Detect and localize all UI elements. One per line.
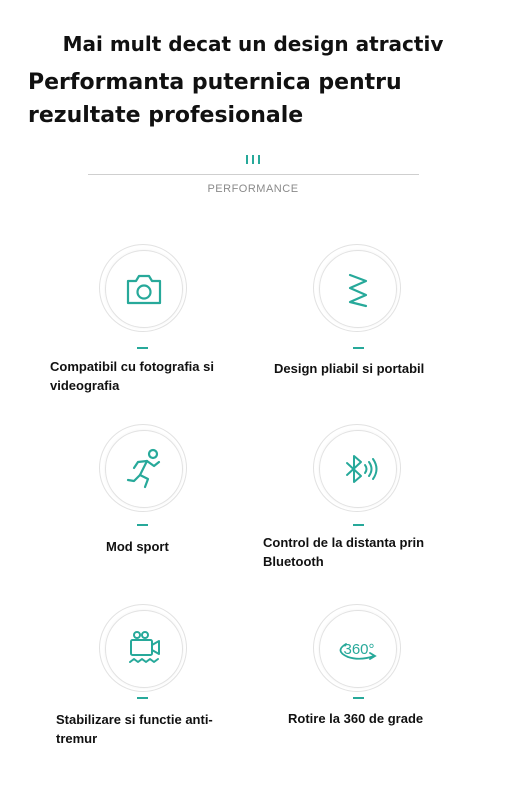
rotate-360-icon bbox=[320, 611, 396, 687]
camera-icon bbox=[106, 251, 182, 327]
feature-icon-circle-foldable bbox=[313, 244, 401, 332]
svg-text:360°: 360° bbox=[343, 641, 375, 658]
feature-label: Control de la distanta prin Bluetooth bbox=[263, 535, 425, 569]
running-person-icon bbox=[106, 431, 182, 507]
triple-bar-icon bbox=[246, 155, 262, 165]
divider bbox=[88, 174, 419, 175]
accent-dash bbox=[353, 347, 364, 349]
accent-dash bbox=[353, 524, 364, 526]
feature-label: Mod sport bbox=[106, 539, 169, 554]
feature-icon-circle-bluetooth bbox=[313, 424, 401, 512]
accent-dash bbox=[137, 347, 148, 349]
headline: Mai mult decat un design atractiv bbox=[62, 32, 444, 56]
feature-icon-circle-stabilization bbox=[99, 604, 187, 692]
video-stabilization-icon bbox=[106, 611, 182, 687]
subheadline: Performanta puternica pentru rezultate profesionale bbox=[28, 70, 402, 128]
feature-label: Compatibil cu fotografia si videografia bbox=[50, 359, 214, 393]
accent-dash bbox=[137, 697, 148, 699]
accent-dash bbox=[137, 524, 148, 526]
feature-icon-circle-camera bbox=[99, 244, 187, 332]
feature-label: Rotire la 360 de grade bbox=[288, 711, 424, 726]
feature-label: Stabilizare si functie anti-tremur bbox=[56, 712, 213, 746]
feature-icon-circle-360 bbox=[313, 604, 401, 692]
section-label: PERFORMANCE bbox=[207, 183, 299, 195]
feature-icon-circle-sport bbox=[99, 424, 187, 512]
bluetooth-icon bbox=[320, 431, 396, 507]
feature-label: Design pliabil si portabil bbox=[274, 361, 425, 376]
zigzag-foldable-icon bbox=[320, 251, 396, 327]
accent-dash bbox=[353, 697, 364, 699]
